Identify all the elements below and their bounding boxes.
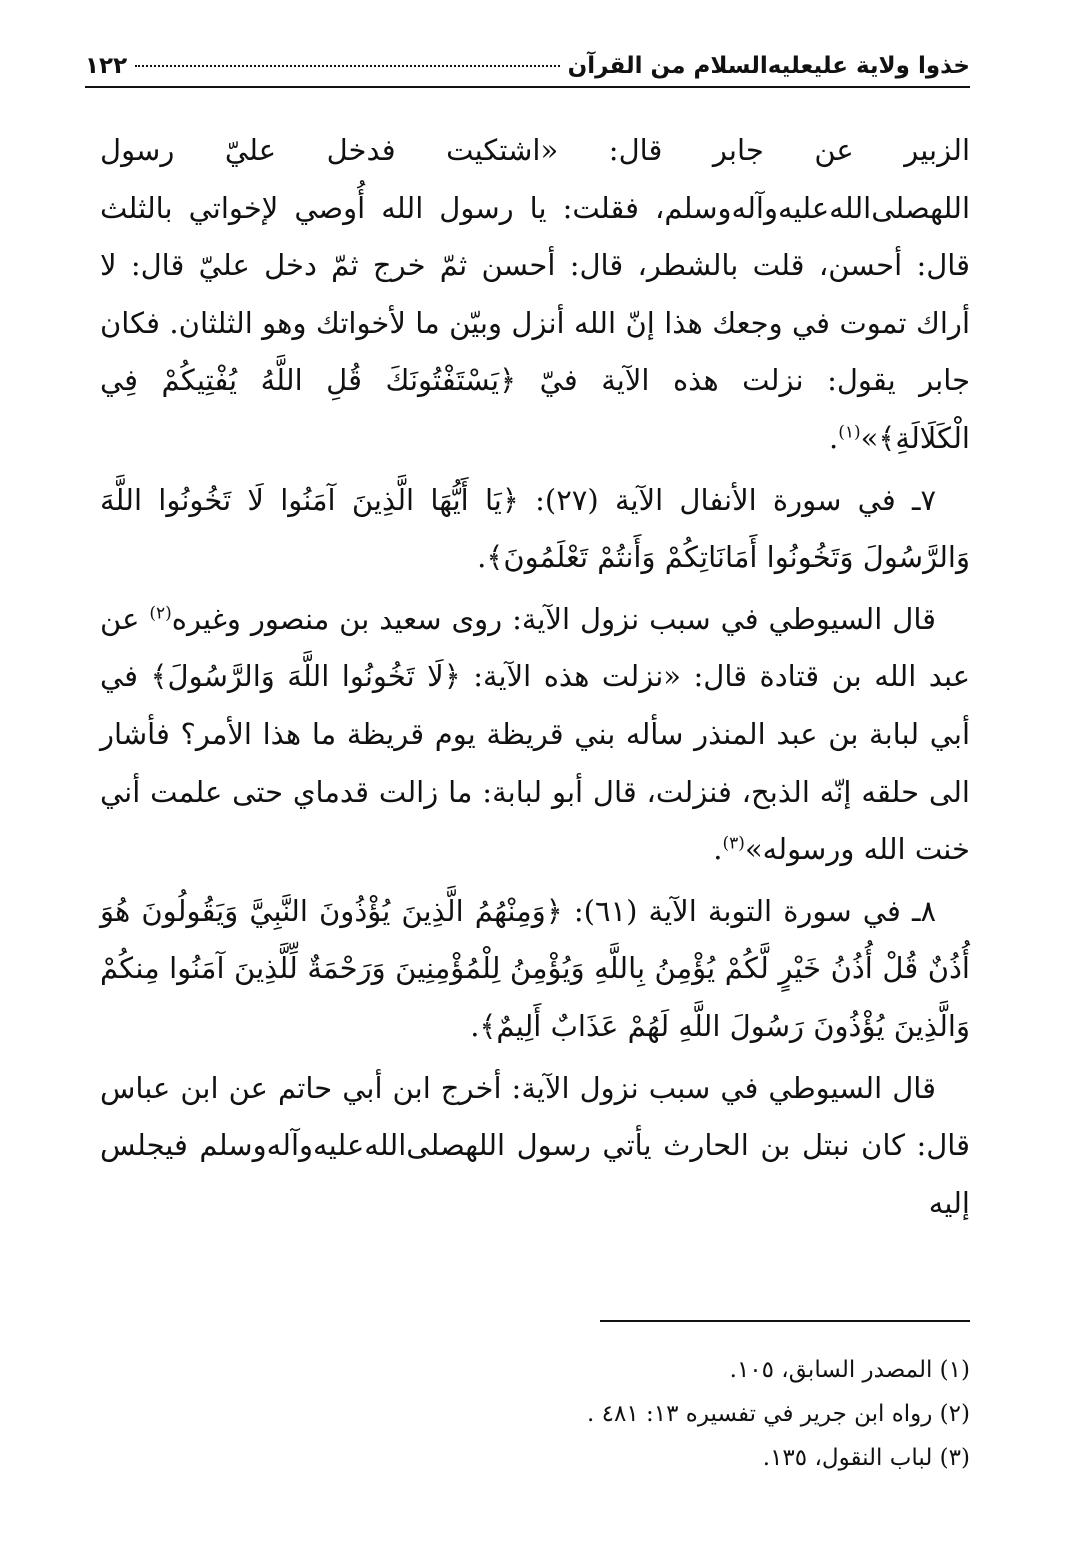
footnote-mark-3: (٣) — [722, 833, 745, 854]
paragraph-2: ٧ـ في سورة الأنفال الآية (٢٧): ﴿يَا أَيُّهَا الَّذِينَ آمَنُوا لَا تَخُونُوا اللَّهَ وَالرَّسُولَ وَتَخُونُوا أَمَانَاتِكُمْ وَأَنتُمْ تَعْلَمُونَ﴾. — [100, 482, 970, 575]
footnote-3: (٣) لباب النقول، ١٣٥. — [762, 1445, 970, 1471]
paragraph-text: في أبي لبابة بن عبد المنذر سأله بني قريظة يوم قريظة ما هذا الأمر؟ فأشار الى حلقه إنّه الذبح، فنزلت، قال أبو لبابة: ما زالت قدماي حتى علمت أني خنت الله ورسوله» — [100, 659, 970, 867]
verse-bracket-open: ﴿ — [545, 893, 563, 928]
verse-bracket-close: ﴾ — [486, 540, 504, 575]
footnotes — [100, 1348, 970, 1480]
header-title: خذوا ولاية عليعليه‌السلام من القرآن — [567, 53, 970, 79]
footnote-mark-2: (٢) — [149, 603, 172, 624]
paragraph-5 — [100, 1060, 970, 1233]
paragraph-text: قال السيوطي في سبب نزول الآية: أخرج ابن أبي حاتم عن ابن عباس قال: كان نبتل بن الحارث يأتي رسول اللهصلى‌الله‌عليه‌وآله‌وسلم فيجلس إليه — [100, 1070, 970, 1220]
footnote-mark-1: (١) — [838, 422, 861, 443]
paragraph-3: قال السيوطي في سبب نزول الآية: روى سعيد بن منصور وغيره$^{(٢)}$ عن عبد الله بن قتادة قال: «نزلت هذه الآية: ﴿لَا تَخُونُوا اللَّهَ وَالرَّسُولَ﴾ في أبي لبابة بن عبد المنذر سأله بني قريظة يوم قريظة ما هذا الأمر؟ فأشار الى حلقه إنّه الذبح، فنزلت، قال أبو لبابة: ما زالت قدماي حتى علمت أني خنت الله ورسوله»$^{(٣)}$. — [100, 601, 971, 867]
page-number: ١٢٢ — [85, 53, 128, 79]
paragraph-4: ٨ـ في سورة التوبة الآية (٦١): ﴿وَمِنْهُمُ الَّذِينَ يُؤْذُونَ النَّبِيَّ وَيَقُولُونَ هُوَ أُذُنٌ قُلْ أُذُنُ خَيْرٍ لَّكُمْ يُؤْمِنُ بِاللَّهِ وَيُؤْمِنُ لِلْمُؤْمِنِينَ وَرَحْمَةٌ لِّلَّذِينَ آمَنُوا مِنكُمْ وَالَّذِينَ يُؤْذُونَ رَسُولَ اللَّهِ لَهُمْ عَذَابٌ أَلِيمٌ﴾. — [100, 893, 970, 1043]
footnote-2: (٢) رواه ابن جرير في تفسيره ١٣: ٤٨١ . — [586, 1401, 970, 1427]
verse-bracket-open: ﴿ — [443, 659, 461, 694]
quran-verse-2: يَا أَيُّهَا الَّذِينَ آمَنُوا لَا تَخُونُوا اللَّهَ وَالرَّسُولَ وَتَخُونُوا أَمَانَاتِكُمْ وَأَنتُمْ تَعْلَمُونَ — [100, 482, 970, 575]
paragraph-text: قال السيوطي في سبب نزول الآية: روى سعيد بن منصور وغيره — [171, 601, 937, 636]
verse-bracket-close: ﴾ — [150, 659, 168, 694]
paragraph-1: الزبير عن جابر قال: «اشتكيت فدخل عليّ رسول اللهصلى‌الله‌عليه‌وآله‌وسلم، فقلت: يا رسول الله أُوصي لإخواتي بالثلث قال: أحسن، قلت بالشطر، قال: أحسن ثمّ خرج ثمّ دخل عليّ قال: لا أراك تموت في وجعك هذا إنّ الله أنزل وبيّن ما لأخواتك وهو الثلثان. فكان جابر يقول: نزلت هذه الآية فيّ ﴿يَسْتَفْتُونَكَ قُلِ اللَّهُ يُفْتِيكُمْ فِي الْكَلَالَةِ﴾»$^{(١)}$. — [100, 133, 970, 455]
paragraph-text: الزبير عن جابر قال: «اشتكيت فدخل عليّ رسول اللهصلى‌الله‌عليه‌وآله‌وسلم، فقلت: يا رسول الله أُوصي لإخواتي بالثلث قال: أحسن، قلت بالشطر، قال: أحسن ثمّ خرج ثمّ دخل عليّ قال: لا أراك تموت في وجعك هذا إنّ الله أنزل وبيّن ما لأخواتك وهو الثلثان. فكان جابر يقول: نزلت هذه الآية فيّ — [100, 133, 970, 398]
main-text — [100, 122, 970, 1236]
verse-bracket-open: ﴿ — [499, 363, 517, 398]
header-leader-dots — [135, 65, 560, 67]
quran-verse-4: وَمِنْهُمُ الَّذِينَ يُؤْذُونَ النَّبِيَّ وَيَقُولُونَ هُوَ أُذُنٌ قُلْ أُذُنُ خَيْرٍ لَّكُمْ يُؤْمِنُ بِاللَّهِ وَيُؤْمِنُ لِلْمُؤْمِنِينَ وَرَحْمَةٌ لِّلَّذِينَ آمَنُوا مِنكُمْ وَالَّذِينَ يُؤْذُونَ رَسُولَ اللَّهِ لَهُمْ عَذَابٌ أَلِيمٌ — [100, 893, 970, 1043]
verse-bracket-close: ﴾ — [878, 420, 896, 455]
footnote-separator — [600, 1320, 970, 1322]
paragraph-text: ٧ـ في سورة الأنفال الآية (٢٧): — [535, 482, 937, 517]
verse-bracket-open: ﴿ — [501, 482, 519, 517]
verse-bracket-close: ﴾ — [479, 1008, 497, 1043]
quran-verse-1: يَسْتَفْتُونَكَ قُلِ اللَّهُ يُفْتِيكُمْ فِي الْكَلَالَةِ — [100, 363, 970, 455]
running-header — [85, 46, 970, 88]
paragraph-text: عن عبد الله بن قتادة قال: «نزلت هذه الآية: — [100, 601, 971, 694]
paragraph-text: ٨ـ في سورة التوبة الآية (٦١): — [573, 893, 937, 928]
footnote-1: (١) المصدر السابق، ١٠٥. — [729, 1357, 970, 1383]
quran-verse-3: لَا تَخُونُوا اللَّهَ وَالرَّسُولَ — [167, 659, 444, 694]
